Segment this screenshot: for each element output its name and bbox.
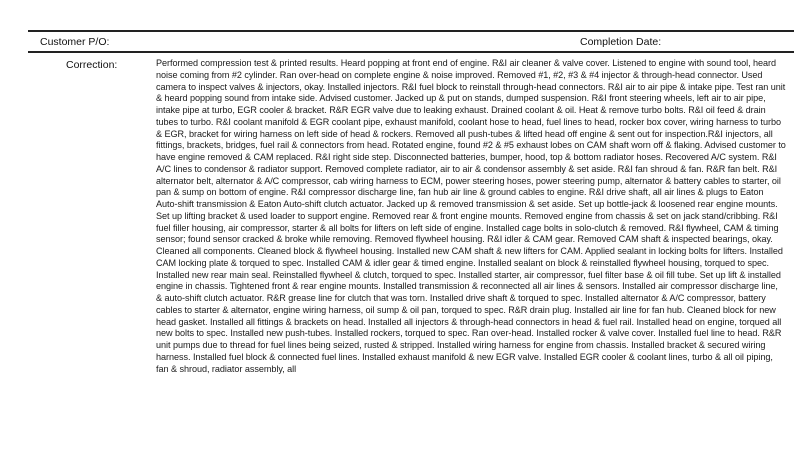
correction-text: Performed compression test & printed results. Heard popping at front end of engine. R&I air cleaner & valve cover. Listened to engine with sound tool, heard noise coming from #2 cylinder. Ran over-head on complete engine & noise improved. Removed #1, #2, #3 & #4 injector & through-head connector. Used camera to inspect valves & injectors, okay. Installed injectors. R&I fuel block to reinstall through-head connectors. R&I air to air pipe & intake pipe. Test ran unit & heard popping sound from intake side. Advised customer. Jacked up & put on stands, dumped suspension. R&I front steering wheels, left air to air pipe, intake pipe at turbo, EGR cooler & bracket. R&R EGR valve due to leaking exhaust. Drained coolant & oil. Heat & remove turbo bolts. R&I oil feed & drain tubes to turbo. R&I coolant manifold & EGR coolant pipe, exhaust manifold, coolant hose to head, fuel lines to head, rocker box cover, wiring harness to turbo & EGR, bracket for wiring harness on left side of head & rockers. Removed all push-tubes & lifted head off engine & sent out for inspection.R&I injectors, all fittings, brackets, bridges, fuel rail & connectors from head. Rotated engine, found #2 & #5 exhaust lobes on CAM shaft worn off & flaking. Advised customer to have engine removed & CAM replaced. R&I right side step. Disconnected batteries, bumper, hood, top & bottom radiator hoses. Recovered A/C system. R&I A/C lines to condensor & radiator support. Removed complete radiator, air to air & condensor assembly & set aside. R&I fan shroud & fan. R&R fan belt. R&I alternator belt, alternator & A/C compressor, cab wiring harness to ECM, power steering hoses, power steering pump, alternator & battery cables to starter, oil pan & sump on bottom of engine. R&I compressor discharge line, fan hub air line & ground cables to engine. R&I drive shaft, all air lines & plugs to Eaton Auto-shift transmission & Eaton Auto-shift clutch actuator. Jacked up & removed transmission & set aside. Set up bottle-jack & loosened rear engine mounts. Set up lifting bracket & used loader to support engine. Removed rear & front engine mounts. Removed engine from chassis & set on jack stand/cribbing. R&I fuel filler housing, air compressor, starter & all bolts for lifters on left side of engine. Installed cage bolts in solo-clutch & removed. R&I flywheel, CAM & timing sensor; found sensor cracked & broke while removing. Removed flywheel housing. R&I idler & CAM gear. Removed CAM shaft & inspected bearings, okay. Cleaned all components. Cleaned block & flywheel housing. Installed new CAM shaft & new lifters for CAM. Applied sealant in locking bolts for lifters. Installed CAM locking plate & torqued to spec. Installed CAM & idler gear & timed engine. Installed sealant on block & reinstalled flywheel housing, torqued to spec. Installed new rear main seal. Reinstalled flywheel & clutch, torqued to spec. Installed starter, air compressor, fuel filter base & oil fill tube. Set up lift & installed engine in chassis. Tightened front & rear engine mounts. Installed transmission & reconnected all air lines & sensors. Installed air compressor discharge line, & auto-shift clutch actuator. R&R grease line for clutch that was torn. Installed drive shaft & torqued to spec. Installed alternator & A/C compressor, battery cables to starter & alternator, engine wiring harness, oil sump & oil pan, torqued to spec. R&R drain plug. Installed air line for fan hub. Cleaned block for new head gasket. Installed all fittings & brackets on head. Installed all injectors & through-head connectors in head & fuel rail. Installed head on engine, torqued all new bolts to spec. Installed new push-tubes. Installed rockers, torqued to spec. Ran over-head. Installed rocker & valve cover. Installed fuel line to head. R&R unit pumps due to thread for fuel lines being seized, rusted & stripped. Installed wiring harness for engine from chassis. Installed bracket & secured wiring harness. Installed fuel block & connected fuel lines. Installed exhaust manifold & new EGR valve. Installed EGR cooler & coolant lines, turbo & all oil piping, fan & shroud, radiator assembly, all bbox=[156, 58, 786, 374]
completion-date-label: Completion Date: bbox=[580, 36, 662, 48]
header-divider bbox=[28, 51, 794, 53]
header-row bbox=[28, 34, 794, 50]
correction-label: Correction: bbox=[66, 59, 118, 71]
top-divider bbox=[28, 30, 794, 32]
customer-po-label: Customer P/O: bbox=[40, 36, 110, 48]
